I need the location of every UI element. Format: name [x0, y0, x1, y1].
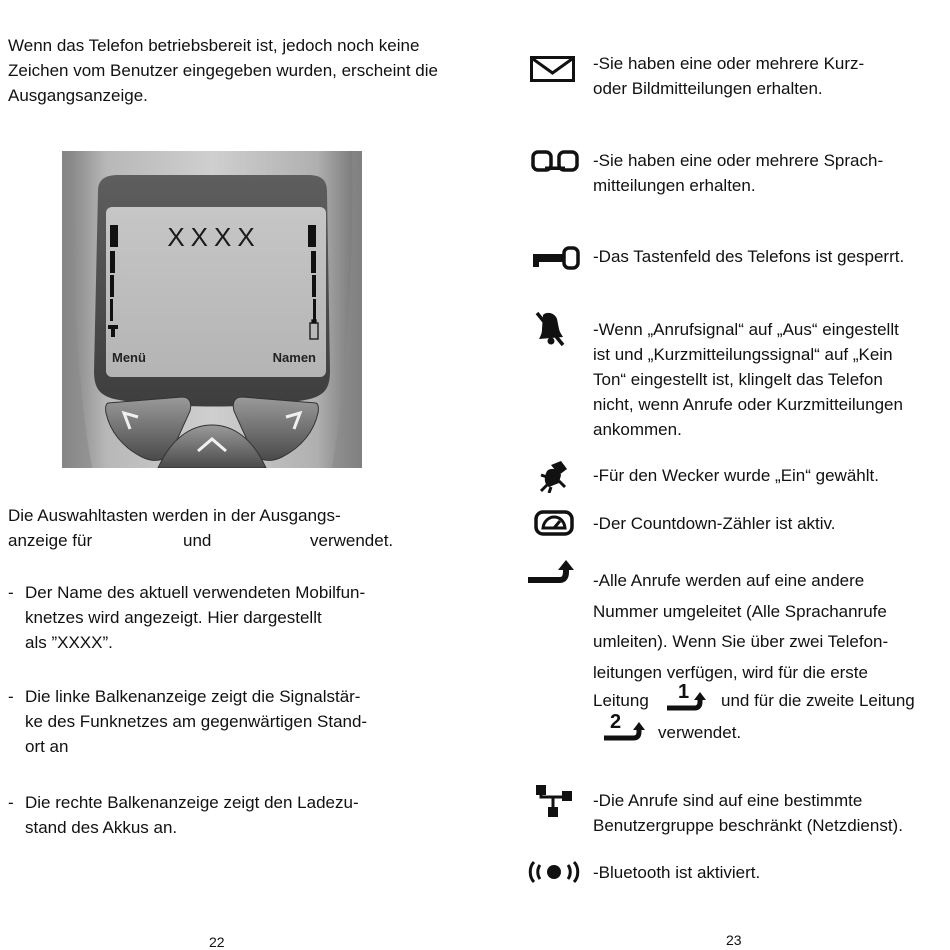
- page-number-right: 23: [726, 932, 742, 948]
- bullet-line: ort an: [25, 737, 69, 756]
- call-forward-text-a: Leitung: [593, 691, 649, 710]
- voicemail-icon: [531, 150, 579, 172]
- item-bluetooth: [593, 860, 945, 885]
- item-line: mitteilungen erhalten.: [593, 176, 756, 195]
- item-line: -Alle Anrufe werden auf eine andere: [593, 571, 865, 590]
- item-countdown: [593, 511, 945, 536]
- countdown-timer-icon: [534, 510, 574, 536]
- softkeys-text-a: anzeige für: [8, 531, 93, 550]
- item-line: -Für den Wecker wurde „Ein“ gewählt.: [593, 466, 879, 485]
- softkeys-line-2: [8, 528, 428, 553]
- bullet-line: knetzes wird angezeigt. Hier dargestellt: [25, 608, 322, 627]
- call-forward-line-6: verwendet.: [658, 723, 742, 742]
- item-line: -Das Tastenfeld des Telefons ist gesperrt.: [593, 247, 905, 266]
- item-alarm: [593, 463, 945, 488]
- line-1-badge: 1: [678, 682, 690, 703]
- bullet-dash: -: [8, 793, 14, 812]
- softkeys-text-b: und: [183, 531, 212, 550]
- intro-paragraph: Wenn das Telefon betriebsbereit ist, jedoch noch keine Zeichen vom Benutzer eingegeben wurden, erscheint die Ausgangsanzeige.: [8, 36, 438, 105]
- item-line: -Bluetooth ist aktiviert.: [593, 863, 761, 882]
- item-keypad-locked: [593, 244, 945, 269]
- bullet-line: stand des Akkus an.: [25, 818, 178, 837]
- item-line: ankommen.: [593, 420, 682, 439]
- network-name: XXXX: [167, 222, 261, 252]
- alarm-clock-icon: [537, 459, 571, 493]
- bullet-line: ke des Funknetzes am gegenwärtigen Stand-: [25, 712, 368, 731]
- softkeys-text-c: verwendet.: [310, 531, 394, 550]
- line-2-badge: 2: [610, 711, 622, 733]
- softkey-right-label: Namen: [272, 350, 316, 365]
- bullet-line: Die rechte Balkenanzeige zeigt den Ladezu-: [25, 793, 359, 812]
- item-silent: [593, 317, 945, 442]
- bullet-battery-bars: [8, 790, 428, 840]
- bullet-signal-bars: [8, 684, 428, 759]
- item-line: Benutzergruppe beschränkt (Netzdienst).: [593, 816, 903, 835]
- line-1-forward-icon: [667, 682, 713, 714]
- item-line: -Der Countdown-Zähler ist aktiv.: [593, 514, 836, 533]
- item-line: nicht, wenn Anrufe oder Kurzmitteilungen: [593, 395, 903, 414]
- item-user-group: [593, 788, 945, 838]
- item-call-forward: [593, 566, 945, 688]
- softkeys-line-1: Die Auswahltasten werden in der Ausgangs-: [8, 506, 341, 525]
- item-line: oder Bildmitteilungen erhalten.: [593, 79, 823, 98]
- item-line: -Wenn „Anrufsignal“ auf „Aus“ eingestellt: [593, 320, 899, 339]
- bullet-network-name: [8, 580, 428, 655]
- bullet-dash: -: [8, 583, 14, 602]
- item-messages: [593, 51, 945, 101]
- item-voicemail: [593, 148, 945, 198]
- page-number-left: 22: [209, 934, 225, 950]
- bullet-dash: -: [8, 687, 14, 706]
- bullet-line: Die linke Balkenanzeige zeigt die Signalstär-: [25, 687, 361, 706]
- item-line: umleiten). Wenn Sie über zwei Telefon-: [593, 632, 889, 651]
- item-line: Ton“ eingestellt ist, klingelt das Telefon: [593, 370, 883, 389]
- item-line: ist und „Kurzmitteilungssignal“ auf „Kein: [593, 345, 893, 364]
- item-line: leitungen verfügen, wird für die erste: [593, 662, 868, 682]
- phone-display-illustration: [62, 151, 362, 468]
- key-lock-icon: [531, 246, 581, 270]
- bullet-line: Der Name des aktuell verwendeten Mobilfun-: [25, 583, 366, 602]
- call-forward-icon: [526, 558, 580, 588]
- item-line: Nummer umgeleitet (Alle Sprachanrufe: [593, 601, 887, 621]
- bluetooth-icon: [526, 858, 582, 886]
- softkey-left-label: Menü: [112, 350, 146, 365]
- bullet-line: als ”XXXX”.: [25, 633, 113, 652]
- user-group-icon: [534, 783, 574, 819]
- envelope-icon: [530, 56, 576, 82]
- silent-bell-icon: [535, 309, 565, 347]
- call-forward-text-b: und für die zweite Leitung: [721, 691, 915, 710]
- item-line: -Sie haben eine oder mehrere Kurz-: [593, 54, 865, 73]
- softkeys-paragraph: [8, 503, 428, 553]
- line-2-forward-icon: [604, 710, 650, 742]
- item-line: -Sie haben eine oder mehrere Sprach-: [593, 151, 884, 170]
- item-line: -Die Anrufe sind auf eine bestimmte: [593, 791, 863, 810]
